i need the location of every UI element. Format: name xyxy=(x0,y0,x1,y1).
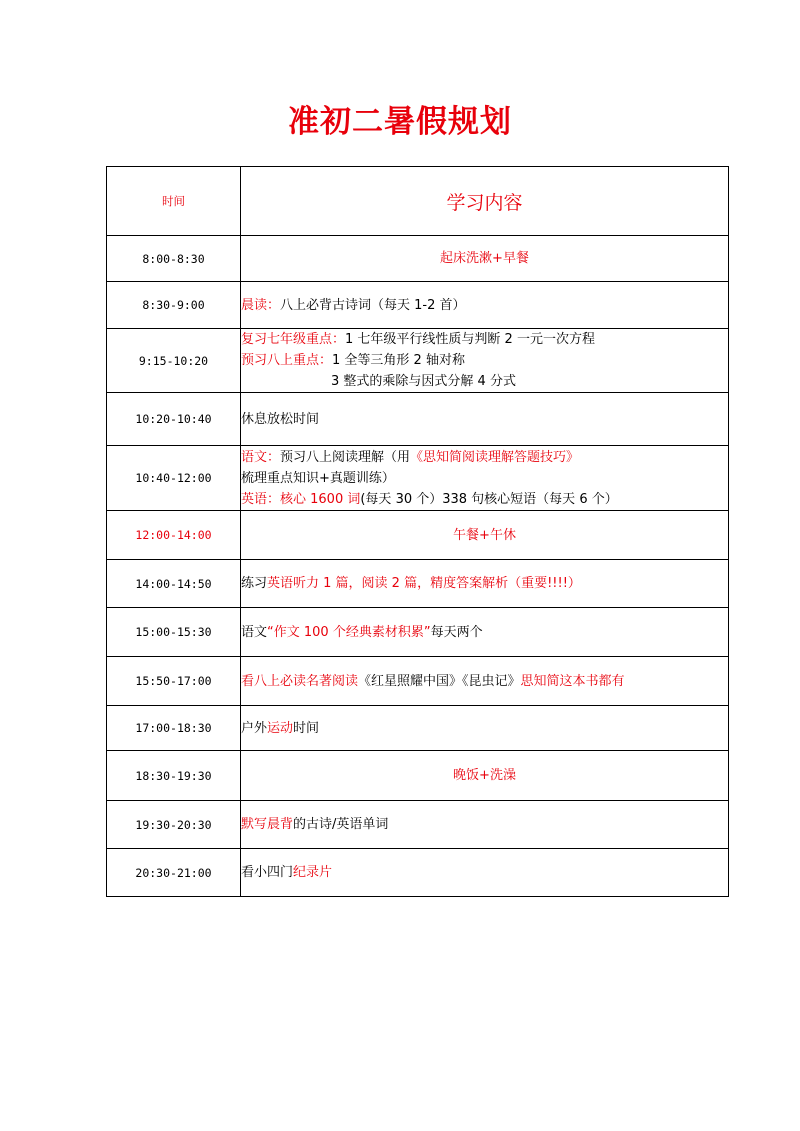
content-line xyxy=(241,489,728,510)
header-time: 时间 xyxy=(107,167,241,236)
content-highlight: 纪录片 xyxy=(293,865,333,880)
content-cell xyxy=(241,560,729,608)
content-line xyxy=(241,329,728,350)
schedule-table xyxy=(106,166,729,897)
time-cell: 15:00-15:30 xyxy=(107,608,241,657)
content-cell xyxy=(241,751,729,801)
content-text: 休息放松时间 xyxy=(241,411,320,427)
table-row xyxy=(107,511,729,560)
content-cell xyxy=(241,706,729,751)
table-row xyxy=(107,751,729,801)
content-cell xyxy=(241,393,729,446)
content-text: 预习八上阅读理解（用 xyxy=(280,449,411,465)
content-text: (每天 30 个）338 句核心短语（每天 6 个） xyxy=(360,491,618,507)
time-cell: 10:20-10:40 xyxy=(107,393,241,446)
time-cell: 14:00-14:50 xyxy=(107,560,241,608)
content-text: 八上必背古诗词（每天 1-2 首） xyxy=(280,297,466,313)
content-line: 3 整式的乘除与因式分解 4 分式 xyxy=(331,374,516,389)
content-line xyxy=(241,447,728,468)
content-text: 的古诗/英语单词 xyxy=(293,817,389,832)
content-text: 看小四门 xyxy=(241,865,294,880)
content-cell xyxy=(241,511,729,560)
table-row xyxy=(107,560,729,608)
content-label: 语文： xyxy=(241,449,281,465)
time-cell: 17:00-18:30 xyxy=(107,706,241,751)
content-cell xyxy=(241,657,729,706)
time-cell: 18:30-19:30 xyxy=(107,751,241,801)
table-row xyxy=(107,236,729,282)
header-content: 学习内容 xyxy=(241,167,729,236)
content-label: 晨读： xyxy=(241,297,281,313)
time-cell: 12:00-14:00 xyxy=(107,511,241,560)
content-text: 时间 xyxy=(293,720,320,736)
time-cell: 8:00-8:30 xyxy=(107,236,241,282)
page-title: 准初二暑假规划 xyxy=(288,104,512,140)
content-highlight: 默写晨背 xyxy=(241,817,294,832)
content-text: 1 七年级平行线性质与判断 2 一元一次方程 xyxy=(345,332,595,347)
content-cell xyxy=(241,446,729,511)
content-cell xyxy=(241,801,729,849)
content-text: 语文 xyxy=(241,624,268,640)
table-row xyxy=(107,801,729,849)
content-line xyxy=(241,350,728,371)
table-row xyxy=(107,706,729,751)
time-cell: 9:15-10:20 xyxy=(107,329,241,393)
content-label: 预习八上重点： xyxy=(241,353,333,368)
time-cell: 8:30-9:00 xyxy=(107,282,241,329)
content-text: 晚饭+洗澡 xyxy=(453,768,516,783)
content-text: 练习 xyxy=(241,576,268,591)
content-cell xyxy=(241,236,729,282)
content-text: 每天两个 xyxy=(430,624,483,640)
table-row xyxy=(107,446,729,511)
content-highlight: 思知简这本书都有 xyxy=(520,673,625,689)
content-label: 英语：核心 1600 词 xyxy=(241,491,361,507)
content-highlight: 《思知简阅读理解答题技巧》 xyxy=(410,449,580,465)
time-cell: 19:30-20:30 xyxy=(107,801,241,849)
table-row xyxy=(107,329,729,393)
content-cell xyxy=(241,849,729,897)
content-text: 起床洗漱+早餐 xyxy=(440,251,529,266)
table-row xyxy=(107,657,729,706)
table-row xyxy=(107,393,729,446)
time-cell: 15:50-17:00 xyxy=(107,657,241,706)
content-cell xyxy=(241,282,729,329)
content-label: 复习七年级重点： xyxy=(241,332,346,347)
content-highlight: 看八上必读名著阅读 xyxy=(241,673,359,689)
table-row xyxy=(107,849,729,897)
content-highlight: 英语听力 1 篇，阅读 2 篇，精度答案解析（重要!!!!） xyxy=(267,576,581,591)
content-text: 午餐+午休 xyxy=(453,527,516,543)
content-text: 1 全等三角形 2 轴对称 xyxy=(332,353,465,368)
content-cell xyxy=(241,329,729,393)
content-highlight: “作文 100 个经典素材积累” xyxy=(267,624,431,640)
content-text: 《红星照耀中国》《昆虫记》 xyxy=(358,673,521,689)
content-cell xyxy=(241,608,729,657)
time-cell: 10:40-12:00 xyxy=(107,446,241,511)
time-cell: 20:30-21:00 xyxy=(107,849,241,897)
content-text: 户外 xyxy=(241,720,268,736)
content-line: 梳理重点知识+真题训练） xyxy=(241,470,395,486)
content-highlight: 运动 xyxy=(267,720,294,736)
table-header-row xyxy=(107,167,729,236)
table-row xyxy=(107,282,729,329)
table-row xyxy=(107,608,729,657)
